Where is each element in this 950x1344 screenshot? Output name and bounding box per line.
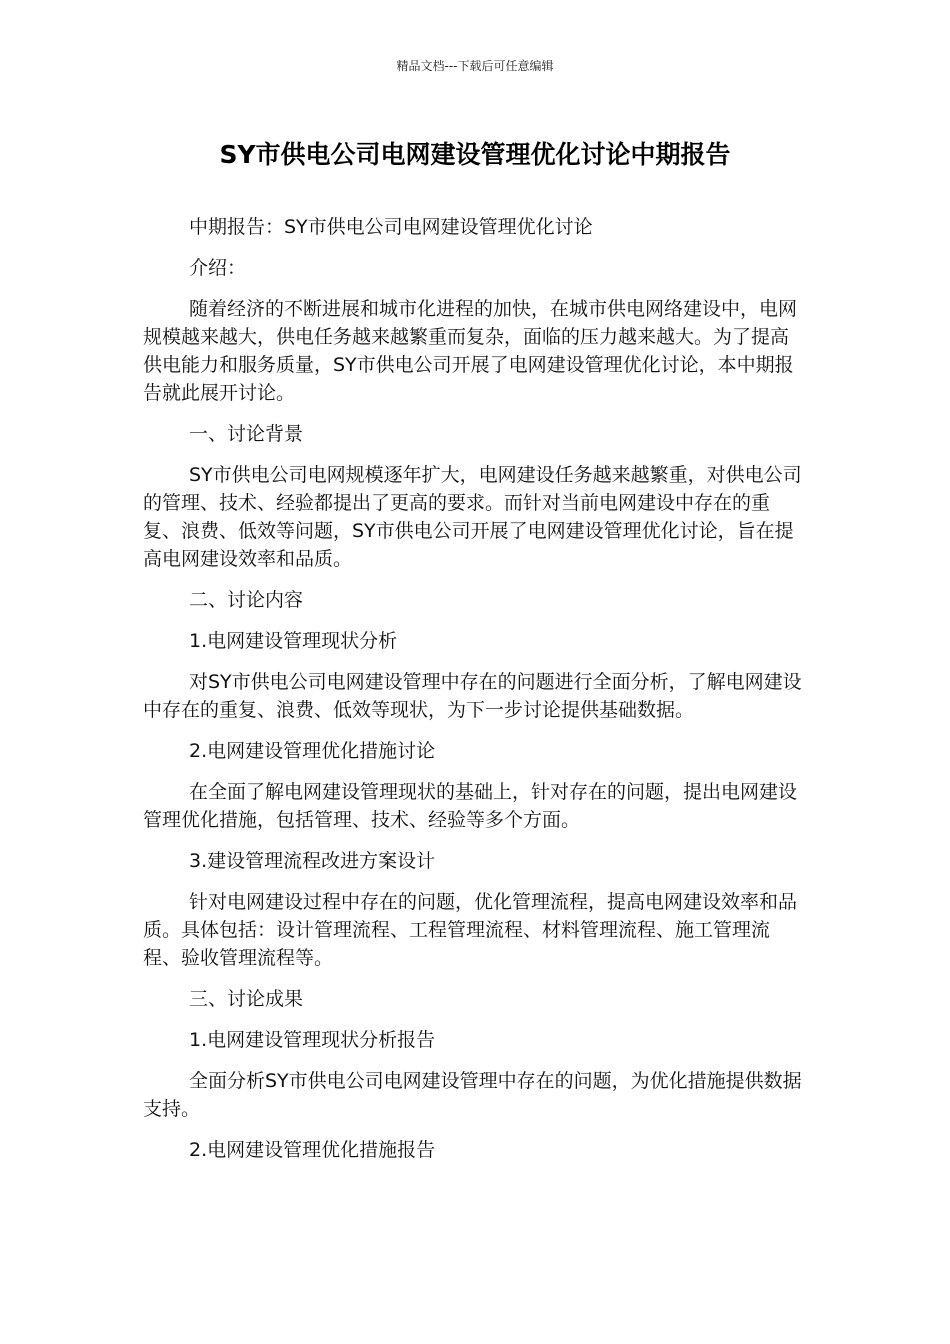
intro-heading: 介绍： xyxy=(189,257,247,279)
status-report-paragraph: 全面分析SY市供电公司电网建设管理中存在的问题，为优化措施提供数据支持。 xyxy=(143,1070,802,1120)
section-heading-background: 一、讨论背景 xyxy=(189,423,304,445)
page-header: 精品文档---下载后可任意编辑 xyxy=(396,59,554,73)
subheading-status-report: 1.电网建设管理现状分析报告 xyxy=(189,1029,436,1051)
background-paragraph: SY市供电公司电网规模逐年扩大，电网建设任务越来越繁重，对供电公司的管理、技术、经验都提出了更高的要求。而针对当前电网建设中存在的重复、浪费、低效等问题，SY市供电公司开展了电网建设管理优化讨论，旨在提高电网建设效率和品质。 xyxy=(143,464,802,570)
document-body xyxy=(143,213,807,1177)
subheading-optimization-measures: 2.电网建设管理优化措施讨论 xyxy=(189,740,436,762)
subtitle-paragraph: 中期报告：SY市供电公司电网建设管理优化讨论 xyxy=(189,216,593,238)
subheading-measures-report: 2.电网建设管理优化措施报告 xyxy=(189,1139,436,1161)
intro-paragraph: 随着经济的不断进展和城市化进程的加快，在城市供电网络建设中，电网规模越来越大，供电任务越来越繁重而复杂，面临的压力越来越大。为了提高供电能力和服务质量，SY市供电公司开展了电网建设管理优化讨论，本中期报告就此展开讨论。 xyxy=(143,298,798,404)
optimization-measures-paragraph: 在全面了解电网建设管理现状的基础上，针对存在的问题，提出电网建设管理优化措施，包括管理、技术、经验等多个方面。 xyxy=(143,781,798,831)
status-analysis-paragraph: 对SY市供电公司电网建设管理中存在的问题进行全面分析，了解电网建设中存在的重复、浪费、低效等现状，为下一步讨论提供基础数据。 xyxy=(143,671,802,721)
section-heading-results: 三、讨论成果 xyxy=(189,988,304,1010)
subheading-status-analysis: 1.电网建设管理现状分析 xyxy=(189,630,398,652)
subheading-process-improvement: 3.建设管理流程改进方案设计 xyxy=(189,850,436,872)
section-heading-content: 二、讨论内容 xyxy=(189,589,304,611)
document-title: SY市供电公司电网建设管理优化讨论中期报告 xyxy=(219,140,731,169)
process-improvement-paragraph: 针对电网建设过程中存在的问题，优化管理流程，提高电网建设效率和品质。具体包括：设计管理流程、工程管理流程、材料管理流程、施工管理流程、验收管理流程等。 xyxy=(143,891,798,969)
